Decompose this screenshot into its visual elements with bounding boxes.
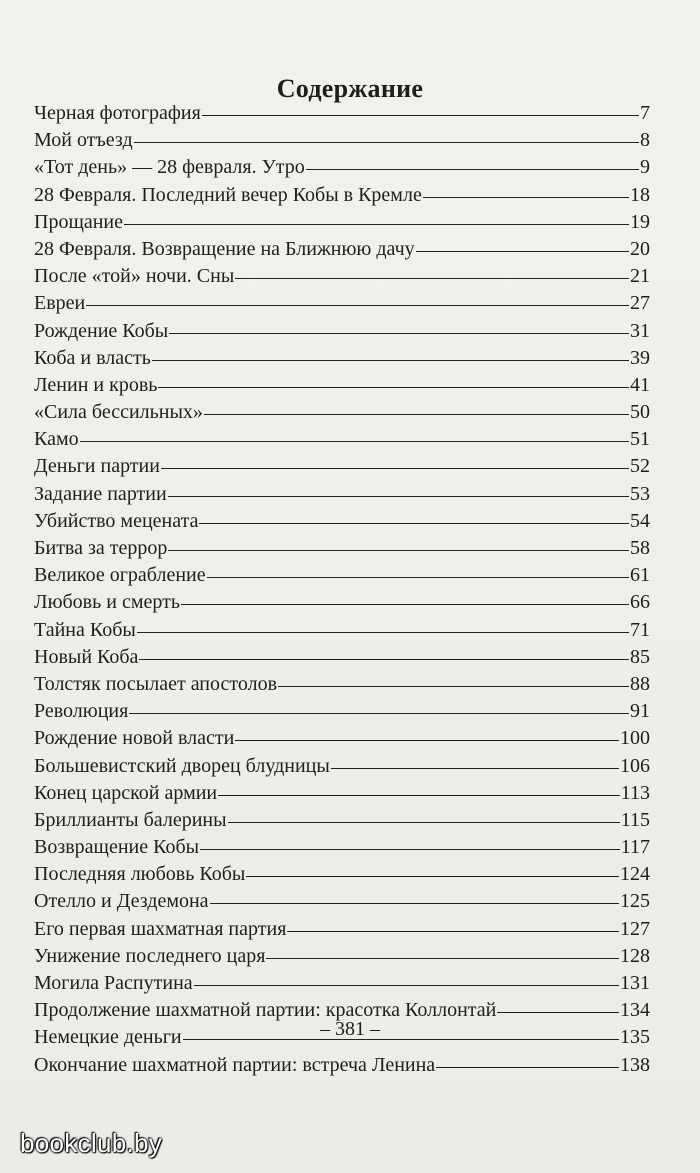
toc-entry bbox=[34, 290, 650, 317]
toc-entry bbox=[34, 1052, 650, 1079]
leader-line bbox=[129, 713, 629, 714]
entry-page-number: 53 bbox=[630, 482, 650, 505]
leader-line bbox=[139, 659, 629, 660]
page-number: – 381 – bbox=[320, 1018, 380, 1040]
leader-line bbox=[152, 360, 629, 361]
entry-title: «Сила бессильных» bbox=[34, 401, 203, 424]
entry-title: Великое ограбление bbox=[34, 564, 206, 587]
leader-line bbox=[194, 985, 619, 986]
leader-line bbox=[436, 1067, 619, 1068]
toc-entry bbox=[34, 100, 650, 127]
toc-entry bbox=[34, 807, 650, 834]
entry-title: Битва за террор bbox=[34, 537, 168, 559]
entry-title: Бриллианты балерины bbox=[34, 808, 227, 831]
entry-page-number: 50 bbox=[630, 401, 650, 424]
entry-page-number: 27 bbox=[630, 292, 650, 315]
leader-line bbox=[169, 333, 629, 334]
leader-line bbox=[306, 169, 639, 170]
entry-title: Продолжение шахматной партии: красотка Коллонтай bbox=[34, 999, 497, 1022]
entry-page-number: 125 bbox=[620, 890, 650, 913]
toc-entry bbox=[34, 154, 650, 181]
entry-page-number: 51 bbox=[630, 428, 650, 451]
toc-entry bbox=[34, 617, 650, 644]
entry-title: Отелло и Дездемона bbox=[34, 890, 209, 913]
entry-page-number: 20 bbox=[630, 237, 650, 260]
entry-page-number: 135 bbox=[620, 1026, 650, 1049]
entry-page-number: 58 bbox=[630, 537, 650, 559]
entry-page-number: 115 bbox=[620, 808, 650, 831]
entry-page-number: 113 bbox=[620, 781, 650, 804]
toc-entry bbox=[34, 345, 650, 372]
leader-line bbox=[86, 305, 629, 306]
toc-entry bbox=[34, 671, 650, 698]
entry-title: Убийство мецената bbox=[34, 509, 199, 532]
toc-entry bbox=[34, 372, 650, 399]
entry-title: Прощание bbox=[34, 210, 124, 233]
entry-title: После «той» ночи. Сны bbox=[34, 265, 235, 288]
entry-page-number: 31 bbox=[630, 319, 650, 342]
entry-title: Новый Коба bbox=[34, 645, 139, 668]
entry-page-number: 8 bbox=[640, 129, 650, 152]
leader-line bbox=[287, 931, 619, 932]
entry-title: Ленин и кровь bbox=[34, 373, 158, 396]
entry-page-number: 39 bbox=[630, 346, 650, 369]
leader-line bbox=[423, 197, 629, 198]
entry-title: Черная фотография bbox=[34, 102, 201, 124]
toc-entry bbox=[34, 589, 650, 616]
entry-page-number: 100 bbox=[620, 727, 650, 750]
entry-title: Его первая шахматная партия bbox=[34, 917, 287, 940]
toc-entry bbox=[34, 888, 650, 915]
entry-page-number: 9 bbox=[640, 156, 650, 179]
toc-entry bbox=[34, 861, 650, 888]
entry-title: 28 Февраля. Возвращение на Ближнюю дачу bbox=[34, 237, 415, 260]
entry-title: Унижение последнего царя bbox=[34, 944, 266, 967]
toc-entry bbox=[34, 318, 650, 345]
entry-title: 28 Февраля. Последний вечер Кобы в Кремле bbox=[34, 183, 422, 206]
leader-line bbox=[210, 903, 619, 904]
toc-entry bbox=[34, 916, 650, 943]
leader-line bbox=[497, 1012, 619, 1013]
entry-page-number: 138 bbox=[620, 1053, 650, 1076]
entry-title: Задание партии bbox=[34, 482, 167, 505]
toc-entry bbox=[34, 453, 650, 480]
leader-line bbox=[204, 414, 629, 415]
leader-line bbox=[416, 251, 629, 252]
leader-line bbox=[137, 632, 629, 633]
table-of-contents bbox=[34, 100, 650, 1079]
page-title: Содержание bbox=[276, 74, 424, 103]
toc-entry bbox=[34, 426, 650, 453]
leader-line bbox=[124, 224, 629, 225]
entry-title: Большевистский дворец блудницы bbox=[34, 754, 330, 777]
entry-title: Толстяк посылает апостолов bbox=[34, 672, 278, 695]
entry-title: Рождение Кобы bbox=[34, 319, 169, 342]
toc-entry bbox=[34, 127, 650, 154]
entry-title: Мой отъезд bbox=[34, 129, 133, 152]
toc-entry bbox=[34, 236, 650, 263]
toc-entry bbox=[34, 209, 650, 236]
toc-entry bbox=[34, 698, 650, 725]
entry-title: Рождение новой власти bbox=[34, 727, 235, 750]
leader-line bbox=[207, 577, 629, 578]
leader-line bbox=[218, 795, 620, 796]
entry-title: Конец царской армии bbox=[34, 781, 218, 804]
entry-page-number: 131 bbox=[620, 972, 650, 994]
entry-page-number: 7 bbox=[640, 102, 650, 124]
entry-page-number: 106 bbox=[620, 754, 650, 777]
entry-page-number: 61 bbox=[630, 564, 650, 587]
toc-entry bbox=[34, 780, 650, 807]
entry-title: Возвращение Кобы bbox=[34, 836, 200, 859]
entry-page-number: 91 bbox=[630, 700, 650, 723]
leader-line bbox=[202, 115, 639, 116]
leader-line bbox=[134, 142, 639, 143]
entry-page-number: 88 bbox=[630, 672, 650, 695]
leader-line bbox=[331, 768, 619, 769]
entry-page-number: 71 bbox=[630, 618, 650, 641]
entry-page-number: 52 bbox=[630, 455, 650, 478]
entry-title: Революция bbox=[34, 700, 129, 723]
entry-title: Тайна Кобы bbox=[34, 618, 136, 641]
entry-page-number: 41 bbox=[630, 373, 650, 396]
entry-title: Любовь и смерть bbox=[34, 591, 180, 614]
leader-line bbox=[246, 876, 619, 877]
leader-line bbox=[278, 686, 629, 687]
entry-page-number: 66 bbox=[630, 591, 650, 614]
toc-entry bbox=[34, 970, 650, 997]
watermark-text: bookclub.by bbox=[20, 1128, 163, 1158]
entry-page-number: 85 bbox=[630, 645, 650, 668]
toc-entry bbox=[34, 943, 650, 970]
toc-entry bbox=[34, 182, 650, 209]
entry-page-number: 134 bbox=[620, 999, 650, 1022]
leader-line bbox=[200, 849, 620, 850]
toc-entry bbox=[34, 399, 650, 426]
toc-entry bbox=[34, 644, 650, 671]
leader-line bbox=[199, 523, 629, 524]
entry-page-number: 124 bbox=[620, 863, 650, 886]
entry-page-number: 117 bbox=[620, 836, 650, 859]
entry-title: «Тот день» — 28 февраля. Утро bbox=[34, 156, 305, 179]
entry-title: Могила Распутина bbox=[34, 972, 193, 994]
leader-line bbox=[161, 468, 629, 469]
entry-title: Последняя любовь Кобы bbox=[34, 863, 246, 886]
toc-entry bbox=[34, 562, 650, 589]
entry-title: Евреи bbox=[34, 292, 86, 315]
toc-entry bbox=[34, 753, 650, 780]
leader-line bbox=[168, 496, 629, 497]
toc-entry bbox=[34, 535, 650, 562]
leader-line bbox=[235, 278, 629, 279]
toc-entry bbox=[34, 508, 650, 535]
entry-page-number: 128 bbox=[620, 944, 650, 967]
toc-entry bbox=[34, 263, 650, 290]
leader-line bbox=[158, 387, 629, 388]
leader-line bbox=[266, 958, 619, 959]
entry-page-number: 19 bbox=[630, 210, 650, 233]
leader-line bbox=[235, 740, 619, 741]
toc-entry bbox=[34, 725, 650, 752]
entry-page-number: 21 bbox=[630, 265, 650, 288]
entry-page-number: 54 bbox=[630, 509, 650, 532]
toc-entry bbox=[34, 834, 650, 861]
entry-title: Немецкие деньги bbox=[34, 1026, 182, 1049]
leader-line bbox=[80, 441, 629, 442]
leader-line bbox=[228, 822, 620, 823]
entry-title: Окончание шахматной партии: встреча Ленина bbox=[34, 1053, 436, 1076]
entry-title: Коба и власть bbox=[34, 346, 151, 369]
entry-page-number: 18 bbox=[630, 183, 650, 206]
entry-page-number: 127 bbox=[620, 917, 650, 940]
entry-title: Камо bbox=[34, 428, 79, 451]
toc-entry bbox=[34, 481, 650, 508]
entry-title: Деньги партии bbox=[34, 455, 160, 478]
leader-line bbox=[181, 604, 629, 605]
leader-line bbox=[168, 550, 629, 551]
